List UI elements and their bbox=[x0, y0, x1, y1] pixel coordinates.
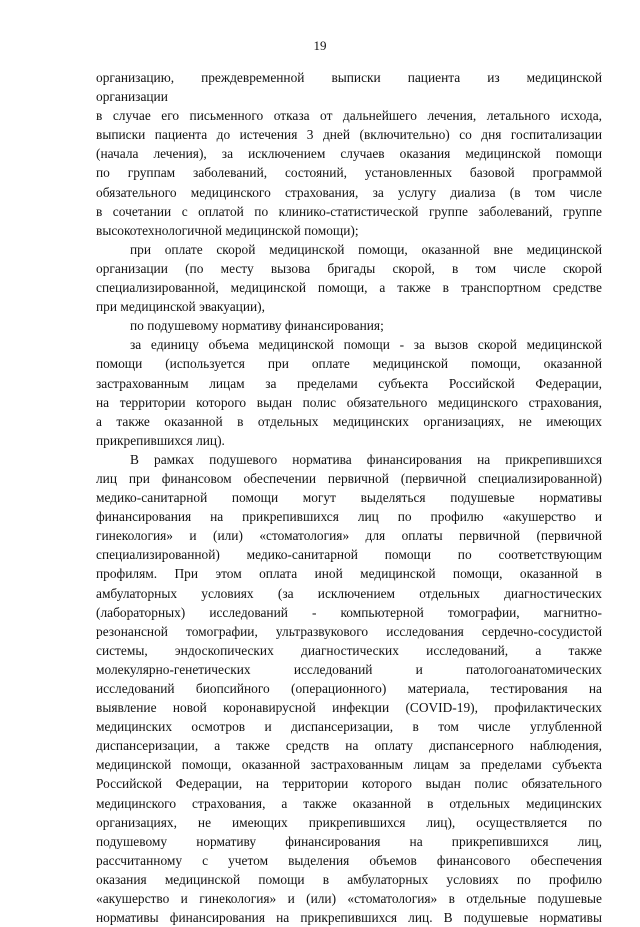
text-line: резонансной томографии, ультразвукового исследования сердечно-сосудистой bbox=[96, 623, 602, 639]
text-line: оказания медицинской помощи в амбулаторных условиях по профилю bbox=[96, 871, 602, 887]
text-line: медико-санитарной помощи могут выделяться подушевые нормативы bbox=[96, 490, 602, 506]
text-line: В рамках подушевого норматива финансирования на прикрепившихся bbox=[130, 451, 602, 467]
text-line: высокотехнологичной медицинской помощи); bbox=[96, 222, 359, 238]
text-line: по подушевому нормативу финансирования; bbox=[130, 318, 384, 334]
text-line: (начала лечения), за исключением случаев оказания медицинской помощи bbox=[96, 146, 602, 162]
text-line: Российской Федерации, на территории которого выдан полис обязательного bbox=[96, 776, 602, 792]
document-body bbox=[96, 68, 602, 927]
text-line: подушевому нормативу финансирования на прикрепившихся лиц, bbox=[96, 833, 602, 849]
text-line: системы, эндоскопических диагностических исследований, а также bbox=[96, 642, 602, 658]
text-line: финансирования на прикрепившихся лиц по профилю «акушерство и bbox=[96, 509, 602, 525]
text-line: медицинской помощи, оказанной застрахованным лицам за пределами субъекта bbox=[96, 757, 602, 773]
text-line: гинекология» и (или) «стоматология» для оплаты первичной (первичной bbox=[96, 528, 602, 544]
text-line: организацию, преждевременной выписки пациента из медицинской bbox=[96, 70, 602, 85]
text-line: при оплате скорой медицинской помощи, оказанной вне медицинской bbox=[130, 241, 602, 257]
text-line: по группам заболеваний, состояний, установленных базовой программой bbox=[96, 165, 602, 181]
text-line: медицинского страхования, а также оказанной в отдельных медицинских bbox=[96, 795, 602, 811]
text-line: выявление новой коронавирусной инфекции (COVID-19), профилактических bbox=[96, 700, 602, 716]
text-line: исследований биопсийного (операционного) материала, тестирования на bbox=[96, 681, 602, 696]
text-line: выписки пациента до истечения 3 дней (включительно) со дня госпитализации bbox=[96, 127, 602, 143]
text-line: за единицу объема медицинской помощи - за вызов скорой медицинской bbox=[130, 337, 602, 353]
text-line: в сочетании с оплатой по клинико-статистической группе заболеваний, группе bbox=[96, 203, 602, 219]
text-line: молекулярно-генетических исследований и патологоанатомических bbox=[96, 661, 602, 677]
text-line: помощи (используется при оплате медицинской помощи, оказанной bbox=[96, 356, 602, 372]
text-line: организации bbox=[96, 89, 168, 105]
text-line: специализированной, медицинской помощи, а также в транспортном средстве bbox=[96, 280, 602, 296]
page-number: 19 bbox=[313, 38, 327, 53]
text-line: специализированной) медико-санитарной помощи по соответствующим bbox=[96, 547, 602, 563]
text-line: амбулаторных условиях (за исключением отдельных диагностических bbox=[96, 585, 602, 601]
text-line: нормативы финансирования на прикрепившихся лиц. В подушевые нормативы bbox=[96, 910, 602, 926]
text-line: организации (по месту вызова бригады скорой, в том числе скорой bbox=[96, 260, 602, 276]
text-line: диспансеризации, а также средств на оплату диспансерного наблюдения, bbox=[96, 738, 602, 754]
text-line: а также оказанной в отдельных медицинских организациях, не имеющих bbox=[96, 413, 602, 429]
text-line: прикрепившихся лиц). bbox=[96, 432, 225, 448]
text-line: лиц при финансовом обеспечении первичной (первичной специализированной) bbox=[96, 470, 602, 486]
text-line: застрахованным лицам за пределами субъекта Российской Федерации, bbox=[96, 375, 602, 391]
text-line: медицинских осмотров и диспансеризации, в том числе углубленной bbox=[96, 719, 602, 735]
text-line: профилям. При этом оплата иной медицинской помощи, оказанной в bbox=[96, 566, 602, 582]
text-line: на территории которого выдан полис обязательного медицинского страхования, bbox=[96, 394, 602, 410]
text-line: при медицинской эвакуации), bbox=[96, 299, 265, 315]
text-line: в случае его письменного отказа от дальнейшего лечения, летального исхода, bbox=[96, 108, 602, 124]
text-line: (лабораторных) исследований - компьютерной томографии, магнитно- bbox=[96, 604, 602, 620]
text-line: рассчитанному с учетом выделения объемов финансового обеспечения bbox=[96, 852, 602, 868]
text-line: организациях, не имеющих прикрепившихся лиц), осуществляется по bbox=[96, 814, 602, 830]
text-line: «акушерство и гинекология» и (или) «стоматология» в отдельные подушевые bbox=[96, 891, 602, 907]
text-line: обязательного медицинского страхования, за услугу диализа (в том числе bbox=[96, 184, 602, 200]
